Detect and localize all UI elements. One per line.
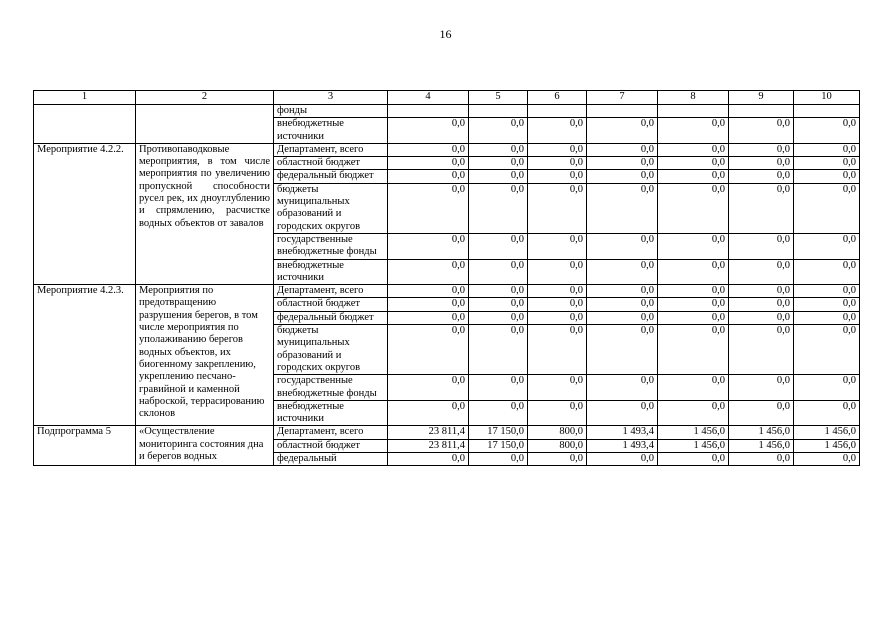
page-number: 16 — [439, 27, 452, 41]
amount-cell: 0,0 — [587, 233, 658, 259]
funding-source: областной бюджет — [274, 298, 388, 311]
amount-cell: 0,0 — [729, 259, 794, 285]
funding-source: бюджеты муниципальных образований и городских округов — [274, 183, 388, 233]
amount-cell: 0,0 — [587, 259, 658, 285]
amount-cell: 0,0 — [528, 298, 587, 311]
amount-cell: 0,0 — [388, 233, 469, 259]
amount-cell: 0,0 — [729, 143, 794, 156]
amount-cell: 0,0 — [388, 298, 469, 311]
amount-cell: 0,0 — [658, 298, 729, 311]
col-header: 2 — [136, 91, 274, 105]
amount-cell: 23 811,4 — [388, 439, 469, 452]
amount-cell: 0,0 — [587, 170, 658, 183]
amount-cell: 0,0 — [587, 325, 658, 375]
amount-cell: 1 456,0 — [729, 439, 794, 452]
measure-description — [136, 105, 274, 144]
amount-cell: 0,0 — [729, 285, 794, 298]
amount-cell: 0,0 — [388, 118, 469, 144]
amount-cell — [469, 105, 528, 118]
amount-cell: 0,0 — [388, 325, 469, 375]
amount-cell: 0,0 — [658, 400, 729, 426]
amount-cell: 0,0 — [658, 183, 729, 233]
amount-cell: 0,0 — [794, 325, 860, 375]
amount-cell — [528, 105, 587, 118]
amount-cell: 0,0 — [587, 285, 658, 298]
amount-cell: 0,0 — [587, 400, 658, 426]
amount-cell — [587, 105, 658, 118]
amount-cell: 0,0 — [528, 285, 587, 298]
measure-description: «Осуществление мониторинга состояния дна и берегов водных — [136, 426, 274, 466]
col-header: 8 — [658, 91, 729, 105]
table-row — [34, 426, 860, 439]
table-row — [34, 105, 860, 118]
amount-cell: 0,0 — [469, 453, 528, 466]
amount-cell: 1 493,4 — [587, 426, 658, 439]
amount-cell: 0,0 — [469, 259, 528, 285]
funding-source: федеральный бюджет — [274, 311, 388, 324]
amount-cell: 0,0 — [729, 311, 794, 324]
amount-cell: 0,0 — [794, 375, 860, 401]
amount-cell: 0,0 — [794, 143, 860, 156]
funding-source: внебюджетные источники — [274, 118, 388, 144]
amount-cell: 0,0 — [469, 170, 528, 183]
amount-cell: 0,0 — [388, 259, 469, 285]
funding-source: Департамент, всего — [274, 285, 388, 298]
amount-cell: 0,0 — [469, 400, 528, 426]
table-row — [34, 143, 860, 156]
funding-source: государственные внебюджетные фонды — [274, 233, 388, 259]
funding-source: государственные внебюджетные фонды — [274, 375, 388, 401]
amount-cell: 0,0 — [794, 311, 860, 324]
amount-cell: 0,0 — [729, 170, 794, 183]
amount-cell: 0,0 — [528, 170, 587, 183]
amount-cell: 0,0 — [388, 143, 469, 156]
amount-cell: 0,0 — [729, 400, 794, 426]
amount-cell: 0,0 — [587, 298, 658, 311]
funding-source: областной бюджет — [274, 157, 388, 170]
measure-name: Мероприятие 4.2.2. — [34, 143, 136, 284]
col-header: 5 — [469, 91, 528, 105]
col-header: 7 — [587, 91, 658, 105]
amount-cell: 1 456,0 — [658, 439, 729, 452]
amount-cell: 1 456,0 — [794, 426, 860, 439]
amount-cell: 0,0 — [528, 143, 587, 156]
amount-cell: 17 150,0 — [469, 426, 528, 439]
amount-cell: 0,0 — [794, 259, 860, 285]
amount-cell: 0,0 — [528, 157, 587, 170]
amount-cell: 0,0 — [794, 118, 860, 144]
amount-cell: 0,0 — [658, 143, 729, 156]
amount-cell: 0,0 — [528, 400, 587, 426]
amount-cell: 0,0 — [388, 157, 469, 170]
amount-cell: 0,0 — [658, 453, 729, 466]
amount-cell: 0,0 — [794, 285, 860, 298]
amount-cell: 0,0 — [794, 183, 860, 233]
amount-cell — [658, 105, 729, 118]
amount-cell: 0,0 — [794, 233, 860, 259]
amount-cell: 0,0 — [729, 453, 794, 466]
amount-cell: 0,0 — [388, 453, 469, 466]
amount-cell: 0,0 — [528, 118, 587, 144]
amount-cell: 23 811,4 — [388, 426, 469, 439]
amount-cell: 0,0 — [658, 285, 729, 298]
amount-cell: 0,0 — [729, 325, 794, 375]
amount-cell: 0,0 — [587, 157, 658, 170]
amount-cell: 0,0 — [729, 233, 794, 259]
amount-cell: 0,0 — [794, 157, 860, 170]
amount-cell: 0,0 — [794, 170, 860, 183]
amount-cell — [729, 105, 794, 118]
amount-cell: 0,0 — [587, 118, 658, 144]
amount-cell: 0,0 — [388, 375, 469, 401]
amount-cell: 0,0 — [528, 233, 587, 259]
amount-cell: 0,0 — [528, 183, 587, 233]
amount-cell: 0,0 — [658, 157, 729, 170]
col-header: 6 — [528, 91, 587, 105]
amount-cell: 0,0 — [469, 143, 528, 156]
funding-source: бюджеты муниципальных образований и городских округов — [274, 325, 388, 375]
funding-source: федеральный — [274, 453, 388, 466]
table-row — [34, 285, 860, 298]
amount-cell: 0,0 — [388, 170, 469, 183]
funding-table — [33, 90, 860, 466]
amount-cell: 0,0 — [587, 183, 658, 233]
amount-cell: 0,0 — [729, 298, 794, 311]
amount-cell: 0,0 — [388, 311, 469, 324]
amount-cell: 0,0 — [528, 375, 587, 401]
measure-description: Противопаводковые мероприятия, в том числе мероприятия по увеличению пропускной способности русел рек, их дноуглублению и спрямлению, расчистке водных объектов от завалов — [136, 143, 274, 284]
amount-cell: 800,0 — [528, 439, 587, 452]
measure-name: Подпрограмма 5 — [34, 426, 136, 466]
amount-cell: 0,0 — [658, 375, 729, 401]
amount-cell: 1 456,0 — [794, 439, 860, 452]
funding-source: внебюджетные источники — [274, 400, 388, 426]
amount-cell: 0,0 — [469, 325, 528, 375]
amount-cell: 0,0 — [528, 325, 587, 375]
amount-cell: 0,0 — [658, 118, 729, 144]
amount-cell: 0,0 — [388, 183, 469, 233]
measure-name — [34, 105, 136, 144]
header-row — [34, 91, 860, 105]
col-header: 3 — [274, 91, 388, 105]
funding-source: Департамент, всего — [274, 426, 388, 439]
amount-cell — [794, 105, 860, 118]
amount-cell: 0,0 — [469, 285, 528, 298]
amount-cell: 1 456,0 — [729, 426, 794, 439]
amount-cell: 0,0 — [658, 259, 729, 285]
amount-cell: 0,0 — [729, 157, 794, 170]
col-header: 9 — [729, 91, 794, 105]
measure-name: Мероприятие 4.2.3. — [34, 285, 136, 426]
amount-cell: 0,0 — [388, 285, 469, 298]
amount-cell: 0,0 — [469, 183, 528, 233]
amount-cell: 0,0 — [794, 400, 860, 426]
funding-source: фонды — [274, 105, 388, 118]
amount-cell: 0,0 — [469, 311, 528, 324]
amount-cell: 0,0 — [658, 170, 729, 183]
amount-cell: 0,0 — [794, 453, 860, 466]
amount-cell: 0,0 — [469, 375, 528, 401]
amount-cell: 1 456,0 — [658, 426, 729, 439]
amount-cell: 0,0 — [528, 259, 587, 285]
amount-cell: 0,0 — [587, 143, 658, 156]
funding-source: федеральный бюджет — [274, 170, 388, 183]
amount-cell: 0,0 — [729, 183, 794, 233]
amount-cell: 0,0 — [469, 118, 528, 144]
amount-cell: 0,0 — [528, 453, 587, 466]
amount-cell: 0,0 — [729, 375, 794, 401]
amount-cell: 0,0 — [658, 311, 729, 324]
col-header: 1 — [34, 91, 136, 105]
amount-cell: 0,0 — [469, 233, 528, 259]
amount-cell: 0,0 — [587, 453, 658, 466]
amount-cell: 17 150,0 — [469, 439, 528, 452]
amount-cell: 0,0 — [729, 118, 794, 144]
amount-cell: 0,0 — [658, 233, 729, 259]
funding-source: Департамент, всего — [274, 143, 388, 156]
amount-cell: 1 493,4 — [587, 439, 658, 452]
amount-cell: 0,0 — [587, 375, 658, 401]
amount-cell: 0,0 — [469, 298, 528, 311]
amount-cell: 0,0 — [658, 325, 729, 375]
amount-cell: 0,0 — [469, 157, 528, 170]
amount-cell: 800,0 — [528, 426, 587, 439]
amount-cell: 0,0 — [528, 311, 587, 324]
funding-source: внебюджетные источники — [274, 259, 388, 285]
measure-description: Мероприятия по предотвращению разрушения берегов, в том числе мероприятия по уполаживанию берегов водных объектов, их биогенному закреплению, укреплению песчано-гравийной и каменной наброской, террасированию склонов — [136, 285, 274, 426]
amount-cell: 0,0 — [587, 311, 658, 324]
col-header: 4 — [388, 91, 469, 105]
funding-source: областной бюджет — [274, 439, 388, 452]
amount-cell: 0,0 — [388, 400, 469, 426]
col-header: 10 — [794, 91, 860, 105]
amount-cell: 0,0 — [794, 298, 860, 311]
amount-cell — [388, 105, 469, 118]
